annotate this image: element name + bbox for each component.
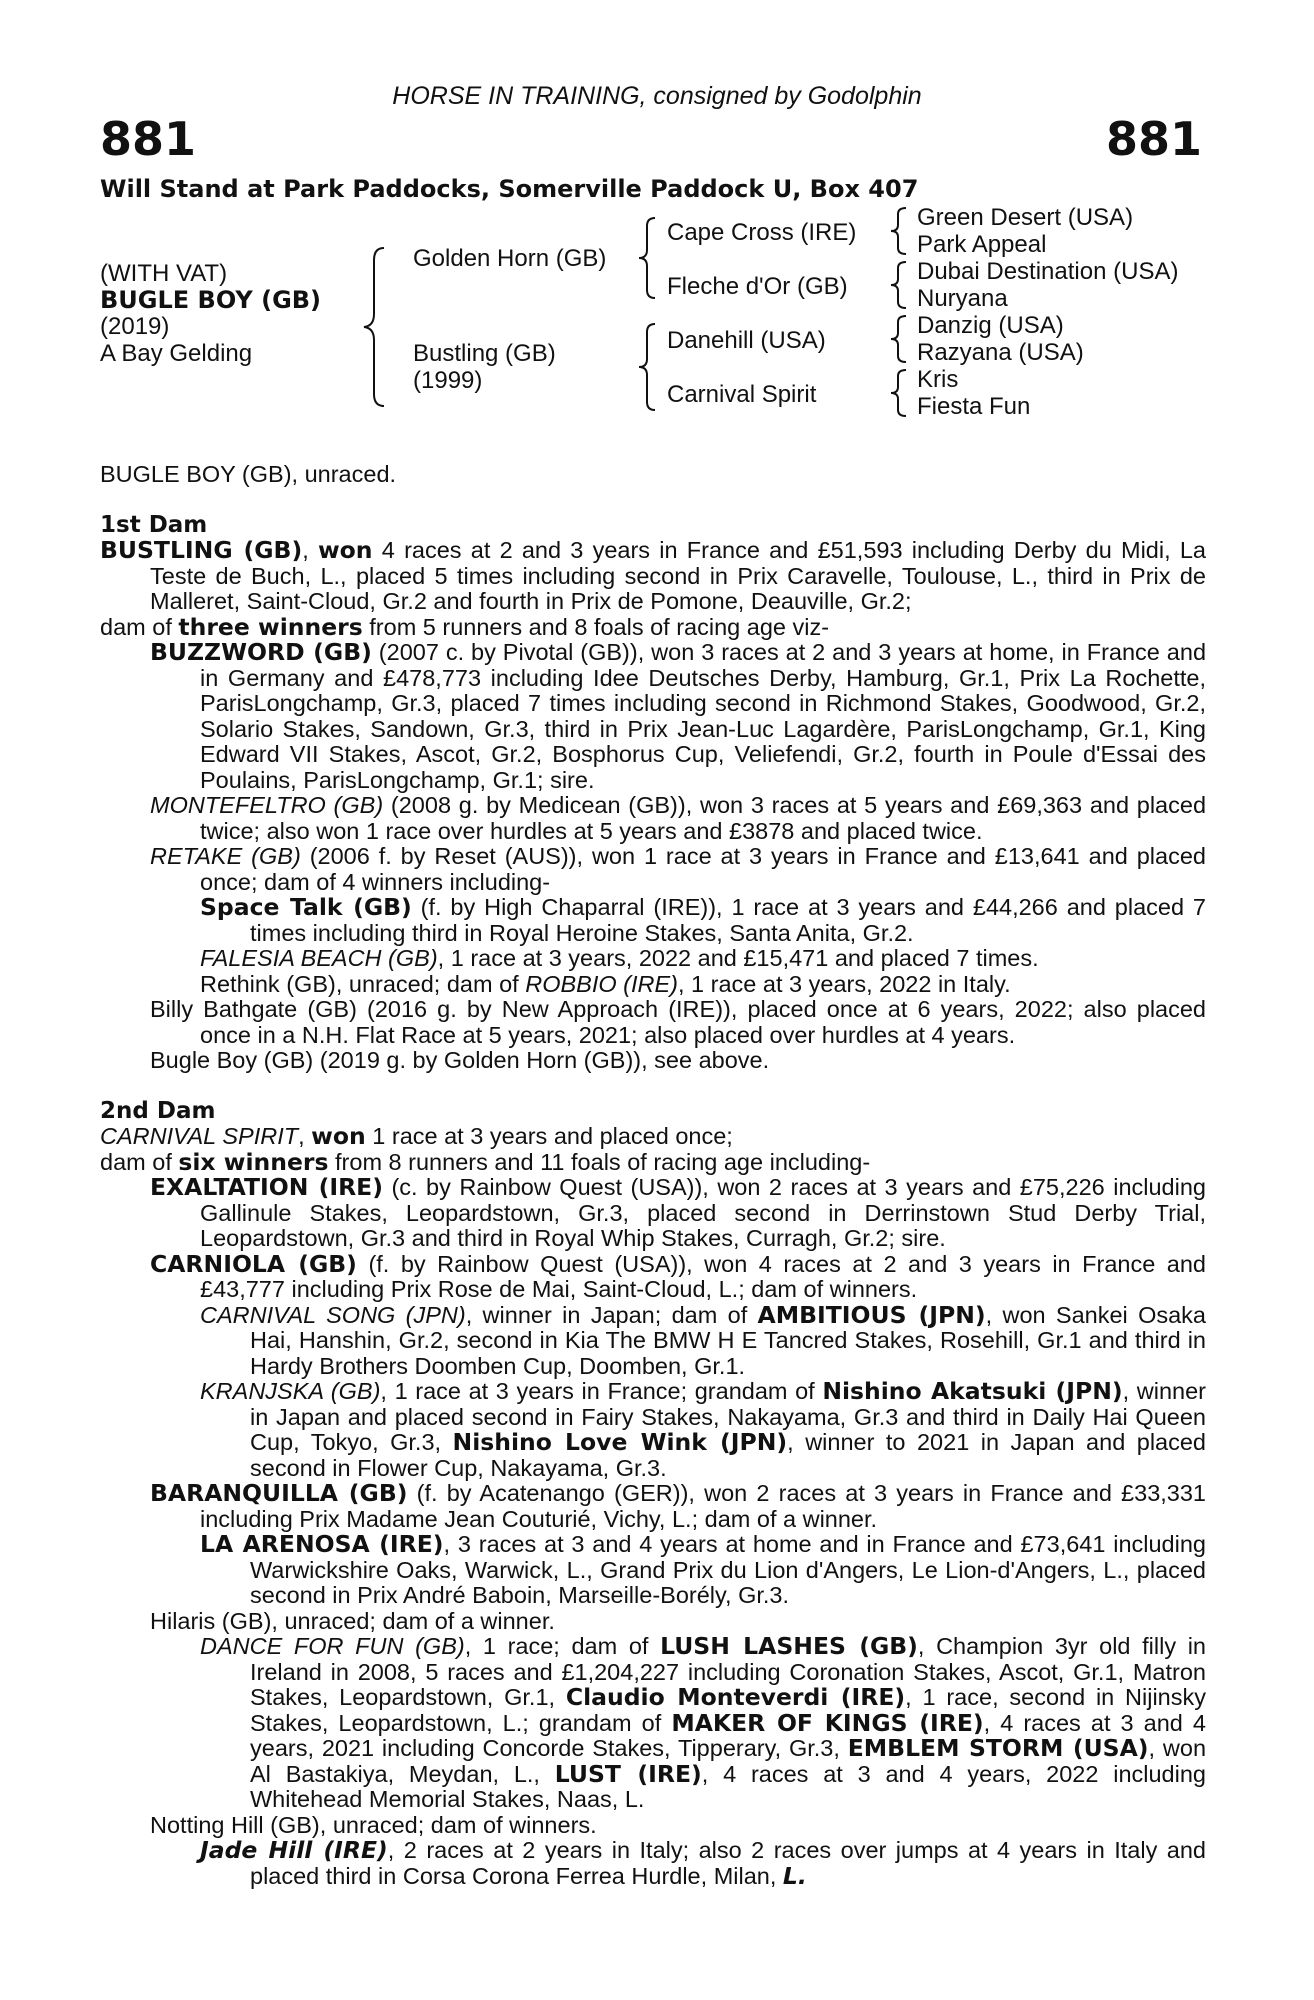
second-dam-produce-summary [100, 1147, 1206, 1176]
brace-ggp-1 [888, 206, 910, 256]
carniola-name: CARNIOLA (GB) [150, 1249, 357, 1278]
dam-year: (1999) [413, 367, 483, 394]
catalogue-subtitle: HORSE IN TRAINING, consigned by Godolphin [392, 82, 922, 110]
produce-kranjska [100, 1379, 1206, 1481]
kranjska-post: , winner to 2021 in Japan and placed second in Flower Cup, Nakayama, Gr.3. [250, 1429, 1206, 1481]
dance-pre: , 1 race; dam of [464, 1633, 661, 1659]
kranjska-mid: , winner in Japan and placed second in Fairy Stakes, Nakayama, Gr.3 and third in Daily Hai Queen Cup, Tokyo, Gr.3, [250, 1378, 1207, 1455]
space-talk-name: Space Talk (GB) [200, 893, 412, 921]
montefeltro-record: (2008 g. by Medicean (GB)), won 3 races at 5 years and £69,363 and placed twice; also won 1 race over hurdles at 5 years and £3878 and placed twice. [200, 792, 1207, 844]
second-dam-heading: 2nd Dam [100, 1097, 216, 1124]
exaltation-name: EXALTATION (IRE) [150, 1173, 383, 1201]
dam-dam: Carnival Spirit [667, 381, 817, 408]
montefeltro-name: MONTEFELTRO (GB) [150, 792, 384, 818]
first-dam-heading: 1st Dam [100, 511, 208, 538]
vat-note: (WITH VAT) [100, 260, 228, 287]
dance-post: , 4 races at 3 and 4 years, 2022 including Whitehead Memorial Stakes, Naas, L. [250, 1760, 1206, 1812]
produce-hilaris: Hilaris (GB), unraced; dam of a winner. [150, 1607, 555, 1634]
nishino-akatsuki-name: Nishino Akatsuki (JPN) [822, 1377, 1123, 1405]
falesia-record: , 1 race at 3 years, 2022 and £15,471 and placed 7 times. [437, 945, 1039, 971]
lust-name: LUST (IRE) [554, 1759, 702, 1788]
carnival-song-name: CARNIVAL SONG (JPN) [200, 1301, 466, 1328]
rethink-pre: Rethink (GB), unraced; dam of [200, 970, 526, 997]
produce-carnival-song [100, 1300, 1206, 1380]
first-dam-winners-count: three winners [178, 612, 363, 641]
rethink-post: , 1 race at 3 years, 2022 in Italy. [678, 970, 1011, 997]
produce-buzzword [100, 640, 1206, 793]
sire-sire: Cape Cross (IRE) [667, 219, 857, 246]
horse-year: (2019) [100, 313, 170, 340]
produce-space-talk [100, 895, 1206, 946]
stand-location: Will Stand at Park Paddocks, Somerville Paddock U, Box 407 [100, 175, 919, 203]
produce-dance-for-fun [100, 1634, 1206, 1813]
retake-name: RETAKE (GB) [150, 843, 301, 869]
dance-mid-2: , 1 race, second in Nijinsky Stakes, Leopardstown, L.; grandam of [250, 1684, 1206, 1736]
la-arenosa-name: LA ARENOSA (IRE) [200, 1530, 444, 1558]
second-dam-record: 1 race at 3 years and placed once; [365, 1123, 733, 1149]
race-summary: BUGLE BOY (GB), unraced. [100, 461, 397, 487]
carnival-song-post: , won Sankei Osaka Hai, Hanshin, Gr.2, second in Kia The BMW H E Tancred Stakes, Rosehill, Gr.1 and third in Hardy Brothers Doomben Cup, Doomben, Gr.1. [250, 1301, 1206, 1379]
second-dam-won: won [311, 1122, 366, 1150]
claudio-monteverdi-name: Claudio Monteverdi (IRE) [565, 1683, 906, 1711]
second-dam-entry: CARNIVAL SPIRIT, won 1 race at 3 years and placed once; [100, 1122, 733, 1150]
ambitious-name: AMBITIOUS (JPN) [757, 1300, 986, 1329]
carniola-record: (f. by Rainbow Quest (USA)), won 4 races at 2 and 3 years in France and £43,777 including Prix Rose de Mai, Saint-Cloud, L.; dam of winners. [200, 1250, 1206, 1302]
dance-mid-1: , Champion 3yr old filly in Ireland in 2008, 5 races and £1,204,227 including Coronation Stakes, Ascot, Gr.1, Matron Stakes, Leopardstown, Gr.1, [250, 1633, 1207, 1710]
produce-billy-bathgate: Billy Bathgate (GB) (2016 g. by New Approach (IRE)), placed once at 6 years, 2022; also placed once in a N.H. Flat Race at 5 years, 2021; also placed over hurdles at 4 years. [150, 996, 1206, 1048]
produce-la-arenosa [100, 1532, 1206, 1609]
produce-baranquilla [100, 1481, 1206, 1532]
first-dam-won: won [317, 536, 373, 564]
sire: Golden Horn (GB) [413, 245, 607, 272]
dam: Bustling (GB) [413, 340, 556, 367]
lot-number-left: 881 [100, 112, 197, 166]
produce-notting-hill: Notting Hill (GB), unraced; dam of winners. [150, 1811, 597, 1838]
brace-sire [635, 216, 661, 300]
second-dam-produce-pre: dam of [100, 1148, 179, 1175]
buzzword-name: BUZZWORD (GB) [150, 638, 372, 666]
second-dam-winners-count: six winners [178, 1147, 329, 1176]
first-dam-produce-summary [100, 612, 1206, 641]
ggp-3: Dubai Destination (USA) [917, 258, 1179, 285]
falesia-name: FALESIA BEACH (GB) [200, 945, 438, 971]
maker-of-kings-name: MAKER OF KINGS (IRE) [671, 1708, 984, 1737]
ggp-8: Fiesta Fun [917, 393, 1031, 420]
lot-number-right: 881 [1105, 112, 1202, 166]
produce-falesia-beach [100, 946, 1206, 972]
exaltation-record: (c. by Rainbow Quest (USA)), won 2 races at 3 years and £75,226 including Gallinule Stakes, Leopardstown, Gr.3, placed second in Derrinstown Stud Derby Trial, Leopardstown, Gr.3 and third in Royal Whip Stakes, Curragh, Gr.2; sire. [200, 1174, 1206, 1251]
ggp-7: Kris [917, 366, 959, 393]
dance-mid-3: , 4 races at 3 and 4 years, 2021 including Concorde Stakes, Tipperary, Gr.3, [250, 1709, 1206, 1761]
lush-lashes-name: LUSH LASHES (GB) [660, 1632, 918, 1660]
buzzword-record: (2007 c. by Pivotal (GB)), won 3 races at 2 and 3 years at home, in France and in Germany and £478,773 including Idee Deutsches Derby, Hamburg, Gr.1, Prix La Rochette, ParisLongchamp, Gr.3, placed 7 times including second in Richmond Stakes, Goodwood, Gr.2, Solario Stakes, Sandown, Gr.3, third in Prix Jean-Luc Lagardère, ParisLongchamp, Gr.1, King Edward VII Stakes, Ascot, Gr.2, Bosphorus Cup, Veliefendi, Gr.2, fourth in Poule d'Essai des Poulains, ParisLongchamp, Gr.1; sire. [200, 639, 1207, 793]
brace-dam [635, 322, 661, 412]
jade-hill-listed-mark: L. [782, 1861, 807, 1890]
brace-ggp-2 [888, 260, 910, 310]
produce-bugle-boy: Bugle Boy (GB) (2019 g. by Golden Horn (GB)), see above. [150, 1047, 770, 1073]
ggp-1: Green Desert (USA) [917, 204, 1134, 231]
produce-exaltation [100, 1175, 1206, 1252]
brace-ggp-4 [888, 368, 910, 418]
produce-retake [100, 844, 1206, 895]
kranjska-name: KRANJSKA (GB) [200, 1378, 381, 1404]
dam-sire: Danehill (USA) [667, 327, 826, 354]
retake-record: (2006 f. by Reset (AUS)), won 1 race at 3 years in France and £13,641 and placed once; dam of 4 winners including- [200, 843, 1206, 895]
first-dam-produce-pre: dam of [100, 613, 179, 640]
first-dam-entry: BUSTLING (GB), won 4 races at 2 and 3 years in France and £51,593 including Derby du Midi, La Teste de Buch, L., placed 5 times including second in Prix Caravelle, Toulouse, L., third in Prix de Malleret, Saint-Cloud, Gr.2 and fourth in Prix de Pomone, Deauville, Gr.2; [100, 536, 1206, 614]
nishino-love-wink-name: Nishino Love Wink (JPN) [452, 1428, 788, 1456]
brace-main [360, 246, 392, 408]
catalogue-body [100, 462, 1206, 1889]
dance-for-fun-name: DANCE FOR FUN (GB) [200, 1633, 465, 1659]
produce-jade-hill [100, 1838, 1206, 1889]
dance-mid-4: , won Al Bastakiya, Meydan, L., [250, 1735, 1207, 1787]
brace-ggp-3 [888, 314, 910, 364]
produce-carniola [100, 1249, 1206, 1303]
ggp-4: Nuryana [917, 285, 1008, 312]
la-arenosa-record: , 3 races at 3 and 4 years at home and in France and £73,641 including Warwickshire Oaks, Warwick, L., Grand Prix du Lion d'Angers, Le Lion-d'Angers, L., placed second in Prix André Baboin, Marseille-Borély, Gr.3. [250, 1531, 1206, 1608]
emblem-storm-name: EMBLEM STORM (USA) [847, 1734, 1149, 1762]
second-dam-name: CARNIVAL SPIRIT [100, 1123, 299, 1149]
ggp-2: Park Appeal [917, 231, 1047, 258]
jade-hill-record: , 2 races at 2 years in Italy; also 2 races over jumps at 4 years in Italy and placed third in Corsa Corona Ferrea Hurdle, Milan, [250, 1837, 1206, 1889]
first-dam-record: 4 races at 2 and 3 years in France and £51,593 including Derby du Midi, La Teste de Buch, L., placed 5 times including second in Prix Caravelle, Toulouse, L., third in Prix de Malleret, Saint-Cloud, Gr.2 and fourth in Prix de Pomone, Deauville, Gr.2; [150, 537, 1206, 614]
carnival-song-pre: , winner in Japan; dam of [465, 1301, 758, 1328]
first-dam-produce-post: from 5 runners and 8 foals of racing age viz- [362, 613, 830, 640]
baranquilla-record: (f. by Acatenango (GER)), won 2 races at 3 years in France and £33,331 including Prix Madame Jean Couturié, Vichy, L.; dam of a winner. [200, 1480, 1207, 1532]
horse-description: A Bay Gelding [100, 340, 253, 367]
produce-rethink [100, 972, 1206, 998]
produce-montefeltro [100, 793, 1206, 844]
ggp-5: Danzig (USA) [917, 312, 1064, 339]
second-dam-produce-post: from 8 runners and 11 foals of racing age including- [328, 1148, 871, 1175]
first-dam-name: BUSTLING (GB) [100, 536, 303, 564]
baranquilla-name: BARANQUILLA (GB) [150, 1479, 408, 1507]
ggp-6: Razyana (USA) [917, 339, 1084, 366]
sire-dam: Fleche d'Or (GB) [667, 273, 848, 300]
space-talk-record: (f. by High Chaparral (IRE)), 1 race at 3 years and £44,266 and placed 7 times including third in Royal Heroine Stakes, Santa Anita, Gr.2. [250, 894, 1206, 946]
horse-name: BUGLE BOY (GB) [100, 286, 322, 314]
kranjska-pre: , 1 race at 3 years in France; grandam of [380, 1378, 823, 1404]
robbio-name: ROBBIO (IRE) [525, 970, 678, 997]
jade-hill-name: Jade Hill (IRE) [200, 1836, 388, 1864]
